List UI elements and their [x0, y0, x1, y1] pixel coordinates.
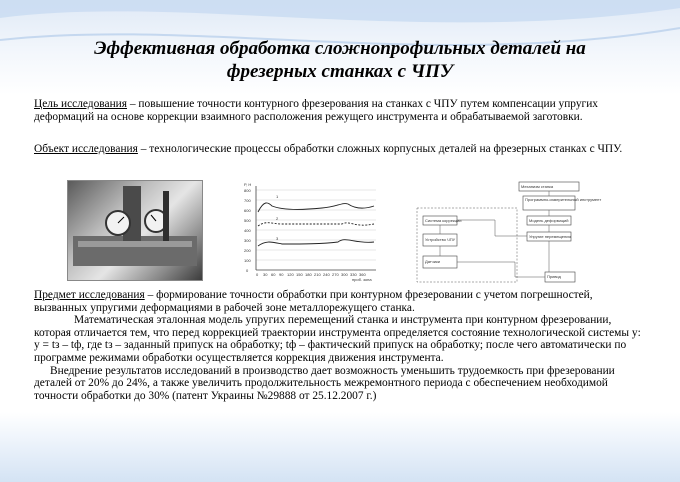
goal-label: Цель исследования — [34, 98, 128, 110]
graph-y-ticks — [244, 188, 251, 273]
flow-label: Датчики — [425, 259, 440, 264]
graph-x-label: проб. зона — [352, 277, 372, 282]
flow-label: Программно-измерительный инструмент — [525, 197, 602, 202]
x-tick: 240 — [323, 272, 330, 277]
implementation-text: Внедрение результатов исследований в производство дает возможность уменьшить трудоемкость при фрезеровании деталей от 20% до 24%, а также увеличить продолжительность межремонтного периода с обеспечением необходимой точности обработки до 30% (патент Украины №29888 от 25.12.2007 г.) — [34, 364, 615, 402]
x-tick: 210 — [314, 272, 321, 277]
flow-label: Модель деформаций — [529, 218, 569, 223]
series-label: 1 — [276, 194, 279, 199]
slide-title — [50, 37, 630, 83]
x-tick: 60 — [271, 272, 276, 277]
graph-x-ticks — [256, 272, 366, 277]
body-text-block — [34, 289, 646, 402]
subject-label: Предмет исследования — [34, 289, 145, 301]
block-diagram — [415, 180, 602, 288]
goal-paragraph — [34, 98, 646, 123]
graph-y-label: P, H — [244, 182, 252, 187]
force-graph — [242, 180, 382, 282]
y-tick: 800 — [244, 188, 251, 193]
title-line-1: Эффективная обработка сложнопрофильных деталей на — [94, 38, 586, 59]
x-tick: 120 — [287, 272, 294, 277]
y-tick: 700 — [244, 198, 251, 203]
model-paragraph — [34, 314, 646, 364]
y-tick: 500 — [244, 218, 251, 223]
x-tick: 360 — [359, 272, 366, 277]
object-label: Объект исследования — [34, 143, 138, 155]
subject-text: – формирование точности обработки при контурном фрезеровании с учетом погрешностей, вызванных упругими деформациями в рабочей зоне металлорежущего станка. — [34, 289, 593, 314]
bottom-decoration — [0, 412, 680, 482]
graph-grid — [256, 190, 376, 260]
block-diagram-drawing — [415, 180, 602, 288]
y-tick: 200 — [244, 248, 251, 253]
x-tick: 0 — [256, 272, 259, 277]
x-tick: 90 — [279, 272, 284, 277]
y-tick: 300 — [244, 238, 251, 243]
title-line-2: фрезерных станках с ЧПУ — [226, 61, 454, 82]
goal-text: – повышение точности контурного фрезерования на станках с ЧПУ путем компенсации упругих деформаций на основе коррекции взаимного расположения режущего инструмента и обрабатываемой заготовки. — [34, 98, 599, 123]
x-tick: 270 — [332, 272, 339, 277]
y-tick: 100 — [244, 258, 251, 263]
object-text: – технологические процессы обработки сложных корпусных деталей на фрезерных станках с ЧПУ. — [137, 143, 623, 155]
force-graph-drawing — [242, 180, 382, 282]
subject-paragraph — [34, 289, 646, 314]
flow-label: Система коррекции — [425, 218, 462, 223]
machine-photo-drawing — [68, 181, 202, 280]
flow-label: Устройство ЧПУ — [425, 237, 456, 242]
machine-photo — [67, 180, 203, 281]
series-label: 2 — [276, 216, 279, 221]
series-label: 3 — [276, 236, 279, 241]
object-paragraph — [34, 143, 646, 156]
flow-label: Механизм станка — [521, 184, 554, 189]
x-tick: 30 — [263, 272, 268, 277]
x-tick: 300 — [341, 272, 348, 277]
x-tick: 180 — [305, 272, 312, 277]
y-tick: 600 — [244, 208, 251, 213]
x-tick: 150 — [296, 272, 303, 277]
flow-label: Привод — [547, 274, 561, 279]
y-tick: 400 — [244, 228, 251, 233]
series-2-line — [258, 223, 374, 226]
series-1-line — [258, 203, 374, 212]
y-tick: 0 — [246, 268, 249, 273]
flow-label: Упругие перемещения — [529, 234, 571, 239]
model-text: Математическая эталонная модель упругих перемещений станка и инструмента при контурном фрезеровании, которая отличается тем, что перед коррекцией траектории инструмента определяется состояние технологической системы y: y = tз – tф, где tз – заданный припуск на обработку; tф – фактический припуск на обработку; после чего автоматически по программе режимами обработки осуществляется коррекция движения инструмента. — [34, 314, 641, 364]
implementation-paragraph — [34, 365, 646, 403]
x-tick: 330 — [350, 272, 357, 277]
